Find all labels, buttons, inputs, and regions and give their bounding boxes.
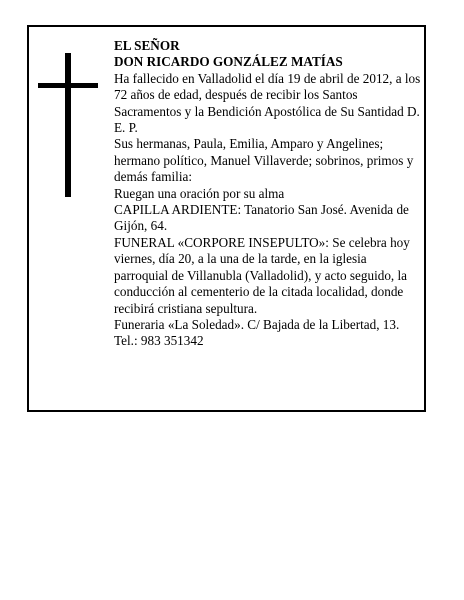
- death-announcement: Ha fallecido en Valladolid el día 19 de abril de 2012, a los 72 años de edad, después de recibir los Santos Sacramentos y la Bendición Apostólica de Su Santidad D. E. P.: [114, 70, 421, 136]
- cross-horizontal-bar: [38, 83, 98, 88]
- cross-vertical-bar: [65, 53, 71, 197]
- title-line-1: EL SEÑOR: [114, 38, 180, 53]
- cross-icon: [38, 53, 98, 197]
- chapel-info: CAPILLA ARDIENTE: Tanatorio San José. Avenida de Gijón, 64.: [114, 202, 409, 234]
- prayer-request: Ruegan una oración por su alma: [114, 185, 285, 201]
- family-list: Sus hermanas, Paula, Emilia, Amparo y Angelines; hermano político, Manuel Villaverde; sobrinos, primos y demás familia:: [114, 136, 414, 185]
- funeral-info: FUNERAL «CORPORE INSEPULTO»: Se celebra hoy viernes, día 20, a la una de la tarde, en la iglesia parroquial de Villanubla (Valladolid), y acto seguido, la conducción al cementerio de la citada localidad, donde recibirá cristiana sepultura.: [114, 234, 410, 316]
- deceased-name: DON RICARDO GONZÁLEZ MATÍAS: [114, 54, 343, 70]
- funeral-home-info: Funeraria «La Soledad». C/ Bajada de la Libertad, 13. Tel.: 983 351342: [114, 316, 400, 349]
- obituary-text: [114, 38, 424, 350]
